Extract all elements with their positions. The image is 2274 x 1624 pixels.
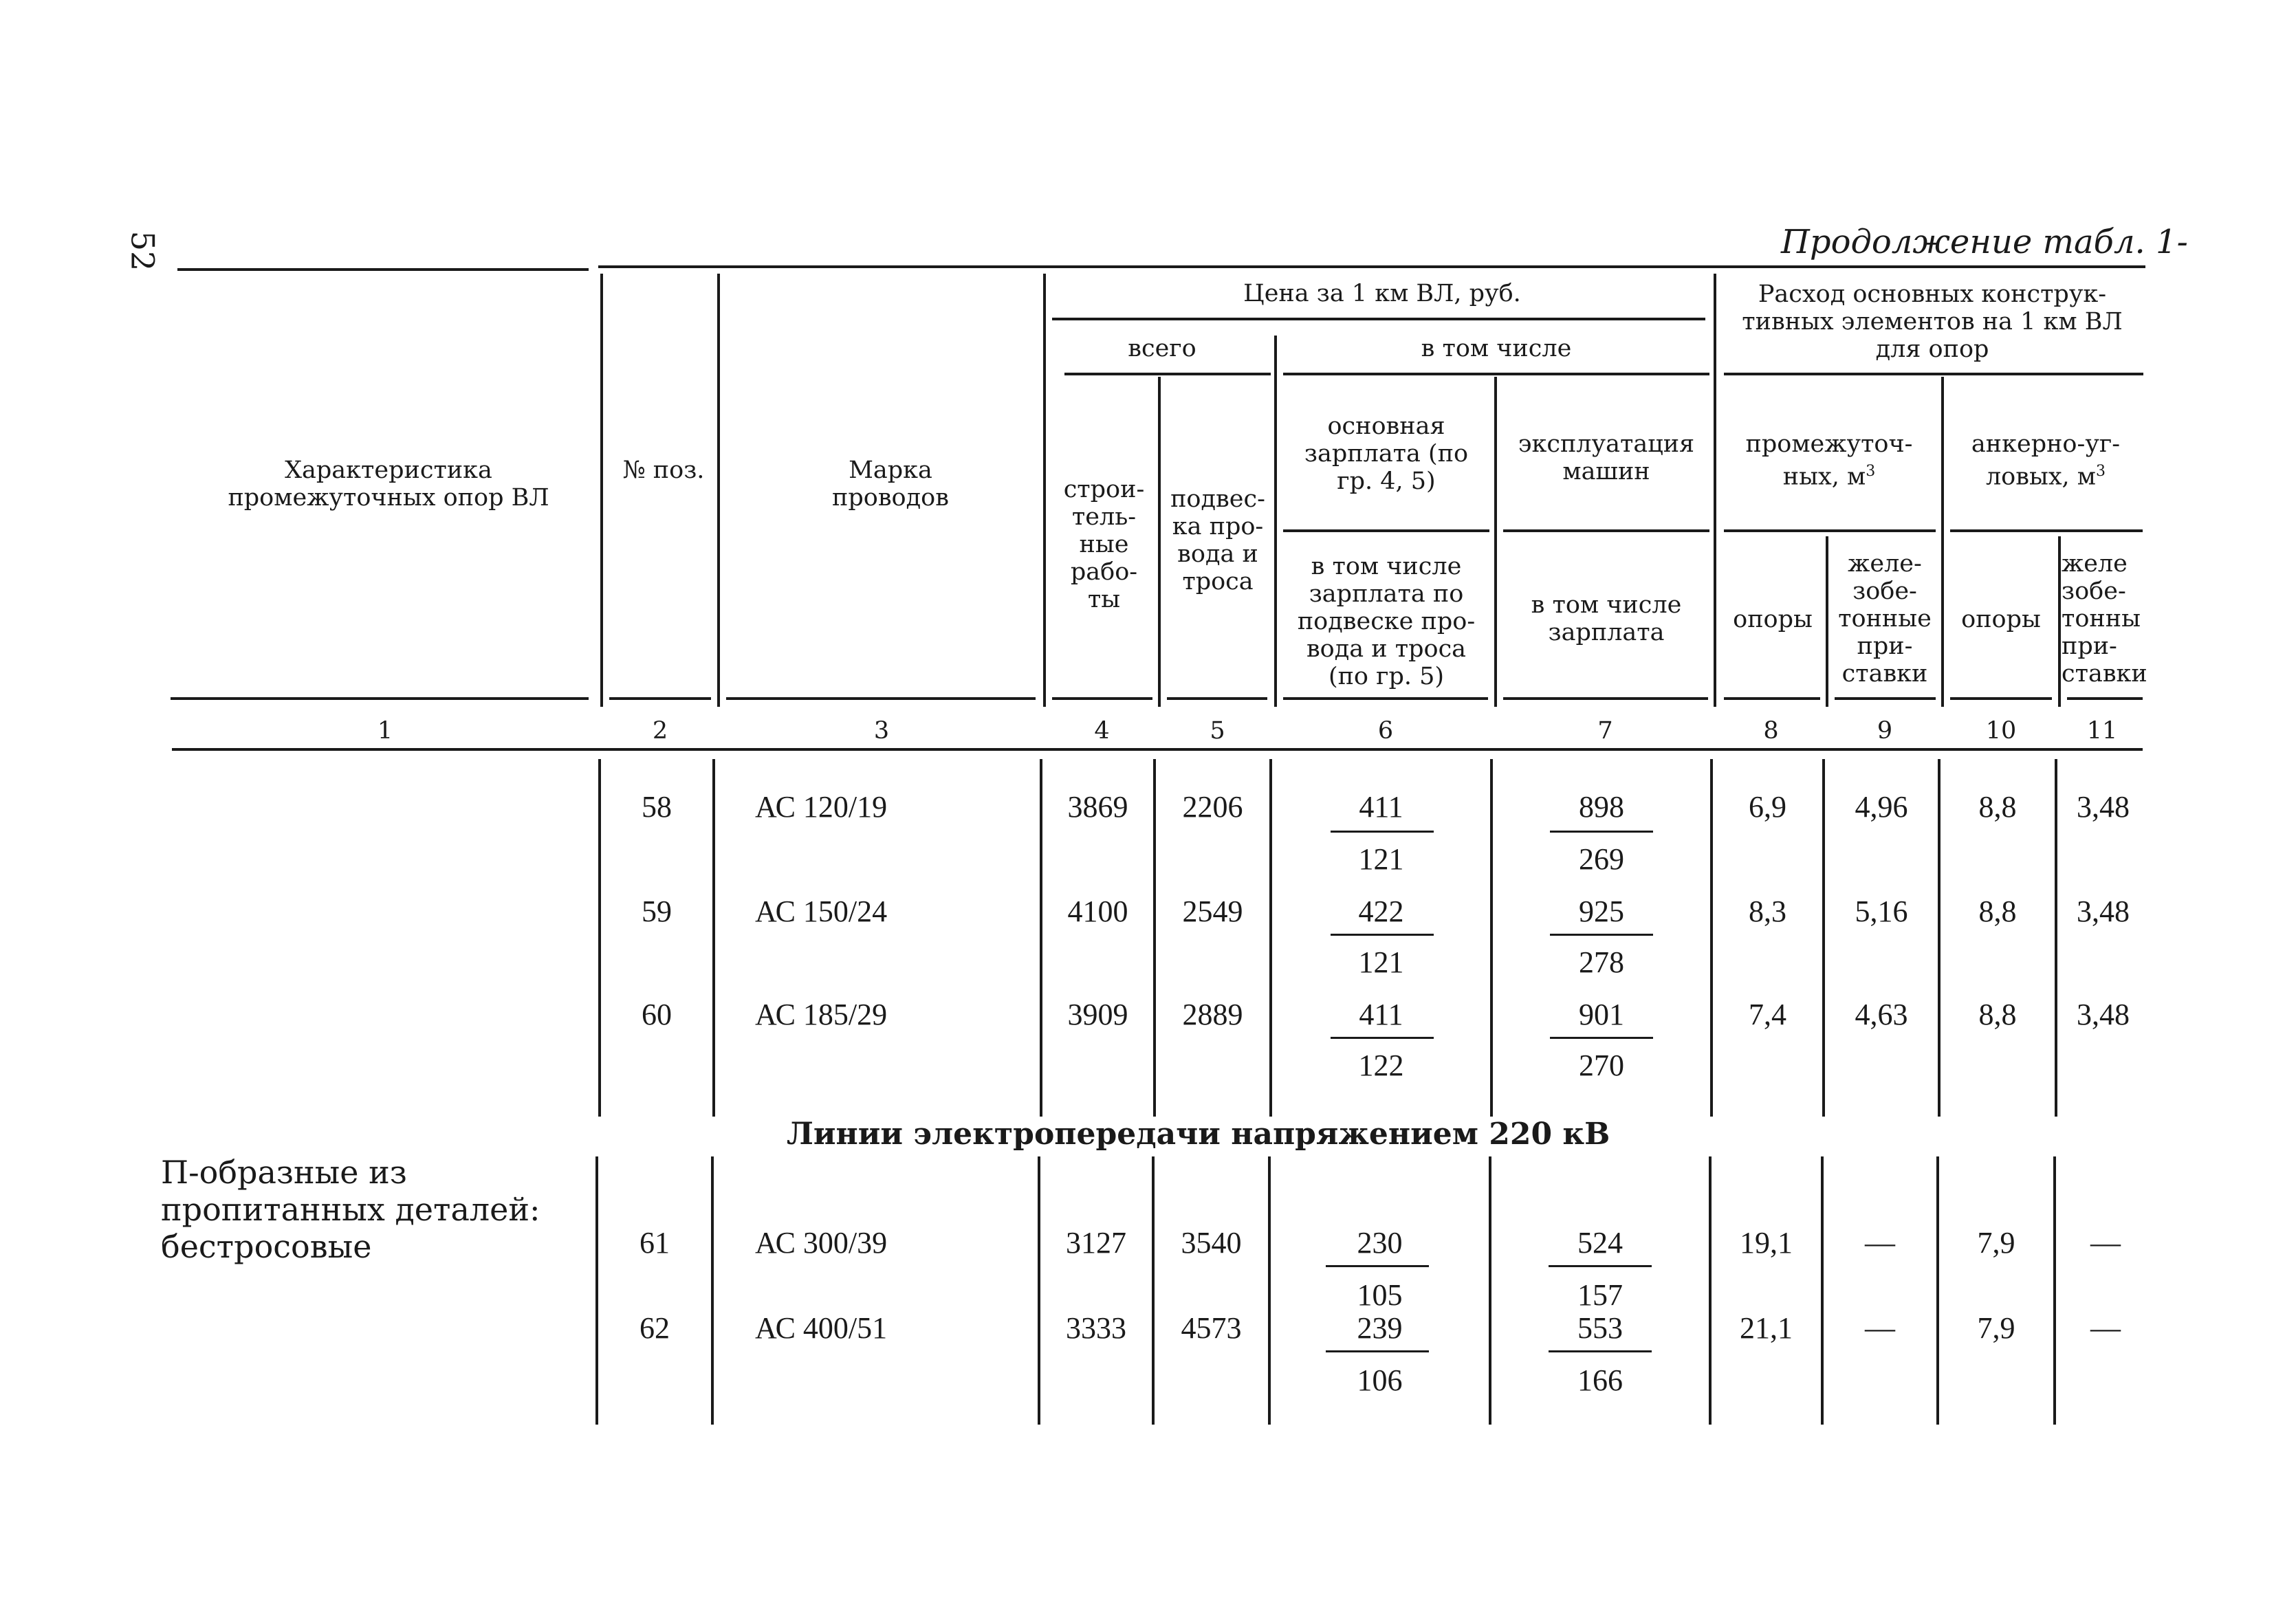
cell-mark: АС 400/51 <box>755 1311 888 1345</box>
col-number-8: 8 <box>1763 717 1779 745</box>
cell-col8: 8,3 <box>1749 895 1786 928</box>
cell-col10: 7,9 <box>1977 1311 2015 1345</box>
cell-col10: 8,8 <box>1978 895 2017 928</box>
hline-price-group <box>1052 318 1705 320</box>
header-col6-top: основная зарплата (по гр. 4, 5) <box>1304 413 1469 495</box>
cell-col4: 3869 <box>1067 790 1128 824</box>
body2-vline-3 <box>711 1156 714 1425</box>
cell-col6-top: 411 <box>1359 998 1403 1031</box>
hline-header-bottom-3 <box>726 697 1036 700</box>
hline-col-numbers <box>172 748 2143 751</box>
body2-vline-4 <box>1038 1156 1040 1425</box>
body2-vline-2 <box>595 1156 598 1425</box>
cell-col7-top: 524 <box>1577 1226 1623 1260</box>
vline-2 <box>600 274 603 707</box>
header-anchor <box>1946 430 2145 491</box>
header-col10: опоры <box>1961 606 2041 633</box>
hline-header-bottom-2 <box>609 697 711 700</box>
cell-col10: 7,9 <box>1977 1226 2015 1260</box>
cell-col7-bottom: 166 <box>1577 1363 1623 1397</box>
section-title: Линии электропередачи напряжением 220 кВ <box>787 1117 1610 1152</box>
header-usage-group: Расход основных конструк- тивных элементов на 1 км ВЛ для опор <box>1742 281 2123 363</box>
cell-col7-bottom: 269 <box>1579 842 1624 876</box>
cell-col10: 8,8 <box>1978 790 2017 824</box>
col-number-2: 2 <box>652 717 668 745</box>
cell-mark: АС 150/24 <box>755 895 888 928</box>
header-col6-bottom: в том числе зарплата по подвеске про- вода и троса (по гр. 5) <box>1297 553 1476 690</box>
page-number: 52 <box>124 230 162 272</box>
header-col4: строи- тель- ные рабо- ты <box>1063 476 1145 613</box>
cell-col8: 19,1 <box>1740 1226 1793 1260</box>
cell-col5: 2206 <box>1182 790 1243 824</box>
hline-col7-split <box>1503 529 1709 532</box>
table-continuation-title: Продолжение табл. 1- <box>1781 223 2188 261</box>
cell-col6-bottom: 105 <box>1357 1278 1403 1312</box>
cell-col5: 2889 <box>1182 998 1243 1031</box>
body2-vline-10 <box>1936 1156 1939 1425</box>
vline-7 <box>1494 377 1497 707</box>
header-intermediate <box>1719 430 1939 491</box>
cell-pos: 61 <box>639 1226 670 1260</box>
cell-col9: — <box>1865 1311 1895 1345</box>
cell-col4: 3333 <box>1066 1311 1126 1345</box>
header-price-group: Цена за 1 км ВЛ, руб. <box>1243 280 1521 307</box>
cell-pos: 62 <box>639 1311 670 1345</box>
header-col8: опоры <box>1733 606 1813 633</box>
cell-col4: 3909 <box>1067 998 1128 1031</box>
cell-pos: 60 <box>642 998 672 1031</box>
fraction-bar <box>1326 1265 1429 1267</box>
cell-col11: 3,48 <box>2077 790 2130 824</box>
body2-vline-9 <box>1821 1156 1824 1425</box>
cell-col10: 8,8 <box>1978 998 2017 1031</box>
body2-vline-5 <box>1152 1156 1155 1425</box>
col-number-5: 5 <box>1210 717 1225 745</box>
cell-mark: АС 120/19 <box>755 790 888 824</box>
fraction-bar <box>1549 1265 1652 1267</box>
header-intermediate-text: промежуточ- ных, м <box>1745 430 1913 491</box>
hline-col6-split <box>1283 529 1489 532</box>
header-col11: желе зобе- тонны при- ставки <box>2062 550 2147 688</box>
header-col9: желе- зобе- тонные при- ставки <box>1838 550 1932 688</box>
body1-vline-11 <box>2055 759 2057 1117</box>
col-number-9: 9 <box>1877 717 1893 745</box>
body2-vline-11 <box>2053 1156 2056 1425</box>
cell-col8: 6,9 <box>1749 790 1786 824</box>
vline-10 <box>1941 377 1944 707</box>
hline-header-bottom-5 <box>1167 697 1267 700</box>
fraction-bar <box>1550 934 1653 936</box>
fraction-bar <box>1331 934 1434 936</box>
body2-vline-8 <box>1709 1156 1712 1425</box>
hline-usage-group <box>1724 373 2143 375</box>
hline-header-bottom-6 <box>1283 697 1488 700</box>
cell-col11: — <box>2090 1311 2121 1345</box>
cell-col7-bottom: 270 <box>1579 1049 1624 1082</box>
cell-col4: 4100 <box>1067 895 1128 928</box>
body1-vline-3 <box>712 759 715 1117</box>
fraction-bar <box>1326 1350 1429 1352</box>
cell-col7-top: 898 <box>1579 790 1624 824</box>
cell-col9: — <box>1865 1226 1895 1260</box>
header-col1: Характеристика промежуточных опор ВЛ <box>228 457 549 512</box>
cell-pos: 59 <box>642 895 672 928</box>
hline-header-bottom-9 <box>1835 697 1936 700</box>
fraction-bar <box>1331 831 1434 833</box>
cell-col6-bottom: 106 <box>1357 1363 1403 1397</box>
cell-mark: АС 185/29 <box>755 998 888 1031</box>
vline-6 <box>1274 336 1277 707</box>
header-intermediate-sup: 3 <box>1866 463 1876 480</box>
hline-header-bottom-1 <box>171 697 589 700</box>
cell-col11: — <box>2090 1226 2121 1260</box>
cell-col5: 3540 <box>1181 1226 1242 1260</box>
vline-4 <box>1043 274 1046 707</box>
top-rule-right <box>598 265 2145 268</box>
cell-col6-bottom: 121 <box>1358 842 1404 876</box>
cell-col6-top: 422 <box>1358 895 1404 928</box>
header-col7-top: эксплуатация машин <box>1518 430 1695 485</box>
header-col5: подвес- ка про- вода и троса <box>1170 485 1265 595</box>
vline-8 <box>1714 274 1716 707</box>
col-number-4: 4 <box>1094 717 1110 745</box>
col-number-10: 10 <box>1985 717 2017 745</box>
header-anchor-sup: 3 <box>2096 463 2106 480</box>
fraction-bar <box>1550 1037 1653 1039</box>
cell-col9: 5,16 <box>1855 895 1908 928</box>
col-number-1: 1 <box>377 717 393 745</box>
vline-3 <box>717 274 720 707</box>
cell-col5: 4573 <box>1181 1311 1242 1345</box>
top-rule-left <box>177 268 589 271</box>
cell-col11: 3,48 <box>2077 895 2130 928</box>
cell-col6-bottom: 121 <box>1358 945 1404 979</box>
cell-col8: 21,1 <box>1740 1311 1793 1345</box>
cell-col6-top: 239 <box>1357 1311 1403 1345</box>
cell-col7-top: 925 <box>1579 895 1624 928</box>
cell-pos: 58 <box>642 790 672 824</box>
cell-col4: 3127 <box>1066 1226 1126 1260</box>
hline-header-bottom-8 <box>1724 697 1820 700</box>
fraction-bar <box>1550 831 1653 833</box>
cell-col7-top: 901 <box>1579 998 1624 1031</box>
header-v-tom-chisle: в том числе <box>1421 335 1572 362</box>
cell-mark: АС 300/39 <box>755 1226 888 1260</box>
cell-col9: 4,63 <box>1855 998 1908 1031</box>
hline-header-bottom-4 <box>1052 697 1152 700</box>
header-col3: Марка проводов <box>832 457 949 512</box>
hline-col8-9-split <box>1724 529 1936 532</box>
header-vsego: всего <box>1128 335 1196 362</box>
cell-col11: 3,48 <box>2077 998 2130 1031</box>
hline-vsego <box>1064 373 1271 375</box>
header-col2: № поз. <box>622 457 705 484</box>
cell-col7-bottom: 157 <box>1577 1278 1623 1312</box>
cell-col6-top: 230 <box>1357 1226 1403 1260</box>
cell-col8: 7,4 <box>1749 998 1786 1031</box>
cell-col7-top: 553 <box>1577 1311 1623 1345</box>
section-description: П-образные из пропитанных деталей: бестросовые <box>161 1154 540 1265</box>
vline-5 <box>1158 377 1161 707</box>
hline-v-tom-chisle <box>1283 373 1709 375</box>
col-number-11: 11 <box>2086 717 2118 745</box>
hline-col10-11-split <box>1950 529 2143 532</box>
cell-col6-bottom: 122 <box>1358 1049 1404 1082</box>
fraction-bar <box>1331 1037 1434 1039</box>
col-number-3: 3 <box>873 717 890 745</box>
cell-col6-top: 411 <box>1359 790 1403 824</box>
hline-header-bottom-11 <box>2067 697 2143 700</box>
cell-col9: 4,96 <box>1855 790 1908 824</box>
header-col7-bottom: в том числе зарплата <box>1531 591 1682 646</box>
cell-col5: 2549 <box>1182 895 1243 928</box>
header-anchor-text: анкерно-уг- ловых, м <box>1971 430 2121 491</box>
hline-header-bottom-10 <box>1950 697 2052 700</box>
hline-header-bottom-7 <box>1503 697 1708 700</box>
col-number-6: 6 <box>1377 717 1394 745</box>
col-number-7: 7 <box>1597 717 1613 745</box>
cell-col7-bottom: 278 <box>1579 945 1624 979</box>
fraction-bar <box>1549 1350 1652 1352</box>
